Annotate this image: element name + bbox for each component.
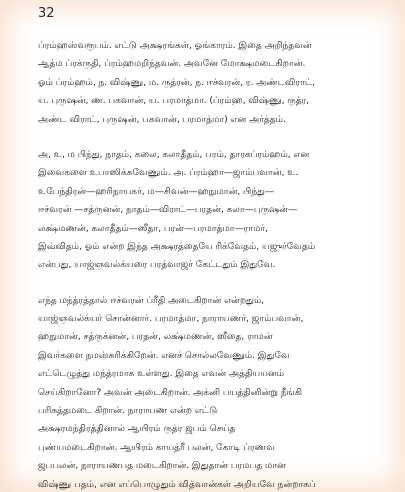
text-line: அக்ஷரமந்திரத்தினால் ஆயிரம் ருத்ர ஜபம் செய்த bbox=[38, 423, 236, 435]
text-line: அண்ட விராட், புருஷன், பகவான், பரமாத்மா) என அர்த்தம். bbox=[38, 113, 286, 125]
text-line: ஹநுமான், சத்ருக்னன், பரதன், லக்ஷ்மணன், ஸீதை, ராமன் bbox=[38, 331, 273, 343]
page-number: 32 bbox=[38, 6, 55, 21]
text-line: ஆத்ம ப்ரக்ருதி, ப்ரம்ஹமறிந்தவன். அவனே மோக்ஷமடைகிறான். bbox=[38, 58, 306, 70]
text-line: அ, உ, ம பிந்து, நாதம், கலை, கலாதீதம், பரம், தாரகப்ரம்ஹம், என bbox=[38, 148, 310, 160]
text-line: என்பது, யாஜ்ஞவல்க்யரை பரத்வாஜர் கேட்டதும் இதுவே. bbox=[38, 259, 276, 271]
text-line: லக்ஷ்மணன், கலாதீதம்—ஸீதா, பரன்—பரமாத்மா—ராமர், bbox=[38, 222, 268, 234]
paragraph-2 bbox=[38, 146, 393, 275]
text-line: புண்யமடைகிறான். ஆயிரம் காயத்ரீ பலன், கோடி ப்ரணவ bbox=[38, 441, 275, 453]
text-line: பரிசுத்தமடை கிறான். நாராயண என்ற எட்டு bbox=[38, 405, 218, 417]
text-line: ய. புருஷன், ண. பகவான், ய. பரமாத்மா. (ப்ரம்ஹ, விஷ்ணு, ருத்ர, bbox=[38, 95, 310, 107]
text-line: எந்த மந்த்ரத்தால் ஈச்வரன் ப்ரீதி அடைகிறான் என்றதும், bbox=[38, 294, 265, 306]
text-line: ப்ரம்ஹஸ்வரூபம். எட்டு அக்ஷரங்கள், ஓங்காரம். இதை அறிந்தவன் bbox=[38, 40, 312, 51]
text-line: ஜபபலன், நாராயணபத மடைகிறான். இதுதான் பரமபத மான bbox=[38, 460, 286, 472]
text-line: ஓம் ப்ரம்ஹம், ந. விஷ்ணு, ம. ருத்ரன், ந. ஈச்வரன், ர. அண்டவிராட், bbox=[38, 76, 315, 88]
text-line: இவ்விதம், ஓம் என்ற இந்த அக்ஷரத்தையே ரிக்வேதம், யஜுர்வேதம் bbox=[38, 240, 316, 252]
text-line: செய்கிறானோ? அவன் அடைகிறான். அக்னி பயத்தினின்று நீங்கி bbox=[38, 386, 302, 398]
text-line: விஷ்ணு பதம், என எப்பொழுதும் வித்வான்கள் அறியவே நன்றாகப் bbox=[38, 478, 316, 490]
text-line: ஈச்வரன் —சத்ருனன், நாதம்—விராட்—பரதன், கலா—புருஷன்— bbox=[38, 204, 298, 216]
text-line: உபேந்திரன்—ஹரிநாயகர், ம—சிவன்—ஹநுமான், பிந்து— bbox=[38, 185, 275, 197]
paragraph-1 bbox=[38, 37, 393, 129]
text-line: இவர்களை நமஸ்கரிக்கிறேன். எனச் சொல்லவேணும். இதுவே bbox=[38, 349, 290, 361]
text-line: யாஜ்ஞவல்க்யர் சொன்னார். பரமாத்மா, நாராயணர், ஜாம்பவான், bbox=[38, 313, 304, 325]
text-line: இவைகளை உபாஸிக்கவேணும். அ. ப்ரம்ஹா—ஜாம்பவான், உ. bbox=[38, 167, 299, 179]
text-line: எட்டெழுத்து மந்த்ரமாக உள்ளது. இதை எவன் அத்தியயனம் bbox=[38, 368, 285, 380]
body-text bbox=[38, 37, 393, 492]
paragraph-3 bbox=[38, 292, 393, 492]
